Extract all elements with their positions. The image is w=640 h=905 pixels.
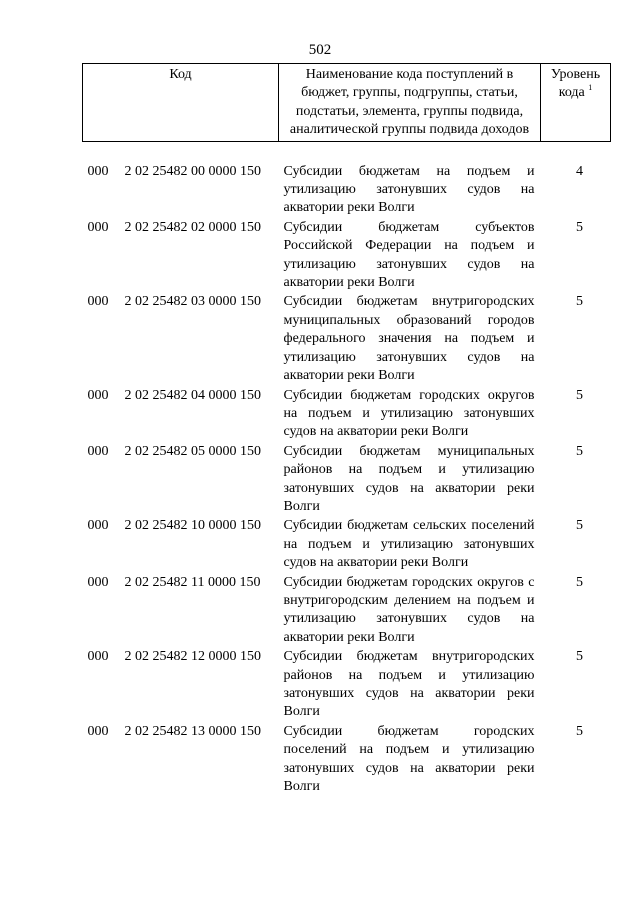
table-row: [83, 293, 611, 386]
code-cell: [83, 517, 279, 573]
table-header-row: [83, 64, 611, 142]
code-cell: [83, 574, 279, 649]
admin-code: 000: [87, 387, 109, 403]
table-header: [83, 64, 611, 142]
code-level: 5: [576, 219, 583, 235]
code-level: 5: [576, 294, 583, 310]
table-body: [83, 141, 611, 797]
page-number: 502: [308, 42, 332, 58]
code-name: Субсидии бюджетам городских поселений на подъем и утилизацию затонувших судов на акватории реки Волги: [283, 723, 535, 795]
admin-code: 000: [87, 443, 109, 459]
code-level: 5: [576, 723, 583, 739]
table-row: [83, 219, 611, 294]
revenue-codes-table: [82, 63, 611, 797]
admin-code: 000: [87, 574, 109, 590]
admin-code: 000: [87, 649, 109, 665]
table-row: [83, 574, 611, 649]
code-name: Субсидии бюджетам внутригородских муниципальных образований городов федерального значения на подъем и утилизацию затонувших судов на акватории реки Волги: [283, 294, 535, 384]
table-row: [83, 163, 611, 219]
code-name: Субсидии бюджетам муниципальных районов на подъем и утилизацию затонувших судов на акватории реки Волги: [283, 443, 535, 514]
code-name: Субсидии бюджетам на подъем и утилизацию затонувших судов на акватории реки Волги: [283, 163, 535, 216]
code-name: Субсидии бюджетам внутригородских районов на подъем и утилизацию затонувших судов на акватории реки Волги: [283, 649, 535, 720]
header-spacer-row: [83, 141, 611, 163]
admin-code: 000: [87, 518, 109, 534]
table-row: [83, 723, 611, 798]
code-level: 5: [576, 518, 583, 534]
revenue-code: 2 02 25482 12 0000 150: [124, 649, 261, 665]
code-cell: [83, 723, 279, 798]
header-level: [541, 64, 611, 142]
header-code: Код: [83, 64, 279, 142]
revenue-code: 2 02 25482 13 0000 150: [124, 723, 261, 739]
table-row: [83, 648, 611, 723]
admin-code: 000: [87, 723, 109, 739]
code-name: Субсидии бюджетам субъектов Российской Федерации на подъем и утилизацию затонувших судов на акватории реки Волги: [283, 219, 535, 291]
code-level: 5: [576, 574, 583, 590]
code-level: 5: [576, 649, 583, 665]
code-cell: [83, 443, 279, 518]
revenue-code: 2 02 25482 03 0000 150: [124, 294, 261, 310]
code-name: Субсидии бюджетам городских округов на подъем и утилизацию затонувших судов на акватории реки Волги: [283, 387, 535, 440]
code-cell: [83, 387, 279, 443]
revenue-code: 2 02 25482 00 0000 150: [124, 163, 261, 179]
admin-code: 000: [87, 294, 109, 310]
admin-code: 000: [87, 219, 109, 235]
code-level: 5: [576, 443, 583, 459]
admin-code: 000: [87, 163, 109, 179]
revenue-code: 2 02 25482 05 0000 150: [124, 443, 261, 459]
header-name: Наименование кода поступлений в бюджет, группы, подгруппы, статьи, подстатьи, элемента, группы подвида, аналитической группы подвида доходов: [279, 64, 541, 142]
revenue-code: 2 02 25482 10 0000 150: [124, 518, 261, 534]
header-level-label: Уровень кода: [550, 67, 601, 101]
code-cell: [83, 293, 279, 386]
code-level: 4: [576, 163, 583, 179]
table-row: [83, 443, 611, 518]
code-cell: [83, 648, 279, 723]
table-row: [83, 387, 611, 443]
table-row: [83, 517, 611, 573]
revenue-code: 2 02 25482 04 0000 150: [124, 387, 261, 403]
code-level: 5: [576, 387, 583, 403]
code-cell: [83, 163, 279, 219]
revenue-code: 2 02 25482 02 0000 150: [124, 219, 261, 235]
footnote-marker: 1: [588, 83, 593, 93]
code-name: Субсидии бюджетам сельских поселений на подъем и утилизацию затонувших судов на акватории реки Волги: [283, 518, 535, 571]
code-name: Субсидии бюджетам городских округов с внутригородским делением на подъем и утилизацию затонувших судов на акватории реки Волги: [283, 574, 535, 645]
code-cell: [83, 219, 279, 294]
revenue-code: 2 02 25482 11 0000 150: [124, 574, 261, 590]
